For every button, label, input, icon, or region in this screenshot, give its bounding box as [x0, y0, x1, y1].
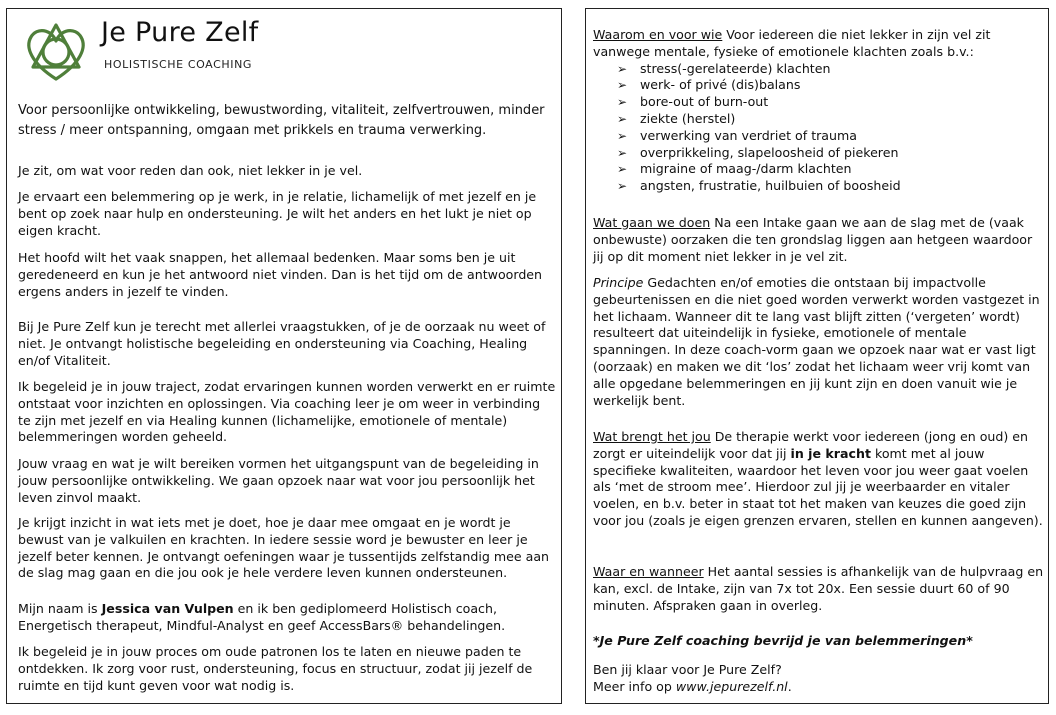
list-item: ➢ stress(-gerelateerde) klachten [617, 60, 831, 76]
section-where [593, 564, 1045, 614]
section-benefit-heading: Wat brengt het jou [593, 429, 711, 444]
website-link[interactable]: www.jepurezelf.nl [675, 678, 788, 694]
list-item: ➢ angsten, frustratie, huilbuien of boosheid [617, 178, 901, 194]
section-why [593, 27, 1045, 195]
section-principle-heading: Principe [593, 275, 644, 290]
paragraph-6: Jouw vraag en wat je wilt bereiken vormen het uitgangspunt van de begeleiding in jouw persoonlijke ontwikkeling. We gaan opzoek naar wat voor jou persoonlijk het leven zinvol maakt. [18, 456, 539, 505]
coach-name: Jessica van Vulpen [101, 601, 234, 616]
section-benefit-text-b: komt met al jouw specifieke kwaliteiten, waardoor het leven voor jou weer gaat voelen als ‘met de stroom mee’. Hierdoor zul jij je weerbaarder en vitaler voelen, en b.v. beter in staat tot het maken van keuzes die goed zijn voor jou (zoals je eigen grenzen ervaren, stellen en kunnen aangeven). [593, 445, 1043, 528]
complaints-list [593, 61, 1045, 195]
arrow-bullet-icon: ➢ [617, 128, 628, 143]
left-panel [6, 8, 562, 704]
cta-line: Ben jij klaar voor Je Pure Zelf? [593, 662, 782, 677]
paragraph-9: Ik begeleid je in jouw proces om oude patronen los te laten en nieuwe paden te ontdekken. Ik zorg voor rust, ondersteuning, focus en structuur, zodat jij jezelf de ruimte en tijd kunt geven voor wat nodig is. [18, 644, 533, 693]
brand-subtitle: HOLISTISCHE COACHING [104, 58, 253, 71]
section-benefit-text-a: De therapie werkt voor iedereen (jong en oud) en zorgt er uiteindelijk voor dat jij [593, 429, 1029, 461]
arrow-bullet-icon: ➢ [617, 145, 628, 160]
section-what-text: Na een Intake gaan we aan de slag met de (vaak onbewuste) oorzaken die ten grondslag liggen aan hetgeen waardoor jij op dit moment niet lekker in je vel zit. [593, 215, 1033, 264]
arrow-bullet-icon: ➢ [617, 111, 628, 126]
brand-title: Je Pure Zelf [101, 17, 259, 48]
paragraph-7: Je krijgt inzicht in wat iets met je doet, hoe je daar mee omgaat en je wordt je bewust van je valkuilen en krachten. In iedere sessie word je bewuster en leer je jezelf beter kennen. Je ontvangt oefeningen waar je tussentijds zelfstandig mee aan de slag mag gaan en die jou ook je hele verdere leven kunnen ondersteunen. [18, 515, 550, 581]
list-item: ➢ bore-out of burn-out [617, 94, 769, 110]
slogan: *Je Pure Zelf coaching bevrijd je van belemmeringen* [593, 633, 973, 648]
list-item: ➢ werk- of privé (dis)balans [617, 77, 801, 93]
section-principle [593, 275, 1045, 409]
section-principle-text: Gedachten en/of emoties die ontstaan bij impactvolle gebeurtenissen en die niet goed worden verwerkt worden vastgezet in het lichaam. Wanneer dit te lang vast blijft zitten (‘vergeten’ wordt) resulteert dat uiteindelijk in fysieke, emotionele of mentale spanningen. In deze coach-vorm gaan we opzoek naar wat er vast ligt (oorzaak) en maken we dit ‘los’ zodat het lichaam weer vrij komt van alle opgedane belemmeringen en jij kunt zijn en doen vanuit wie je werkelijk bent. [593, 275, 1040, 408]
list-item: ➢ verwerking van verdriet of trauma [617, 127, 857, 143]
section-where-heading: Waar en wanneer [593, 564, 704, 579]
closing [593, 662, 1045, 696]
section-what [593, 215, 1045, 265]
section-benefit-bold: in je kracht [790, 445, 871, 461]
arrow-bullet-icon: ➢ [617, 162, 628, 177]
p8-pre: Mijn naam is [18, 601, 102, 616]
section-where-text: Het aantal sessies is afhankelijk van de hulpvraag en kan, excl. de Intake, zijn van 7x tot 20x. Een sessie duurt 60 of 90 minuten. Afspraken gaan in overleg. [593, 564, 1044, 613]
paragraph-1: Je zit, om wat voor reden dan ook, niet lekker in je vel. [18, 163, 363, 178]
celtic-heart-logo-icon [21, 19, 91, 85]
right-panel [585, 8, 1049, 704]
section-why-heading: Waarom en voor wie [593, 27, 723, 42]
paragraph-3: Het hoofd wilt het vaak snappen, het allemaal bedenken. Maar soms ben je uit geredeneerd en kun je het antwoord niet vinden. Dan is het tijd om de antwoorden ergens anders in jezelf te vinden. [18, 250, 543, 299]
section-why-text: Voor iedereen die niet lekker in zijn vel zit vanwege mentale, fysieke of emotionele klachten zoals b.v.: [593, 27, 991, 59]
paragraph-2: Je ervaart een belemmering op je werk, in je relatie, lichamelijk of met jezelf en je bent op zoek naar hulp en ondersteuning. Je wilt het anders en het lukt je niet op eigen kracht. [18, 189, 537, 238]
section-what-heading: Wat gaan we doen [593, 215, 711, 230]
paragraph-8 [18, 601, 556, 635]
p8-post: en ik ben gediplomeerd Holistisch coach, Energetisch therapeut, Mindful-Analyst en geef AccessBars® behandelingen. [18, 601, 506, 633]
paragraph-5: Ik begeleid je in jouw traject, zodat ervaringen kunnen worden verwerkt en er ruimte ontstaat voor inzichten en oplossingen. Via coaching leer je om weer in verbinding te zijn met jezelf en via Healing kunnen (lichamelijke, emotionele of mentale) belemmeringen worden geheeld. [18, 379, 556, 445]
list-item: ➢ overprikkeling, slapeloosheid of piekeren [617, 144, 899, 160]
info-post: . [787, 678, 792, 694]
arrow-bullet-icon: ➢ [617, 95, 628, 110]
section-benefit [593, 429, 1045, 530]
intro-text: Voor persoonlijke ontwikkeling, bewustwording, vitaliteit, zelfvertrouwen, minder stress / meer ontspanning, omgaan met prikkels en trauma verwerking. [18, 103, 545, 138]
list-item: ➢ migraine of maag-/darm klachten [617, 161, 852, 177]
list-item: ➢ ziekte (herstel) [617, 110, 736, 126]
arrow-bullet-icon: ➢ [617, 78, 628, 93]
paragraph-4: Bij Je Pure Zelf kun je terecht met allerlei vraagstukken, of je de oorzaak nu weet of niet. Je ontvangt holistische begeleiding en ondersteuning via Coaching, Healing en/of Vitaliteit. [18, 319, 546, 368]
arrow-bullet-icon: ➢ [617, 61, 628, 76]
arrow-bullet-icon: ➢ [617, 179, 628, 194]
info-pre: Meer info op [593, 678, 676, 694]
